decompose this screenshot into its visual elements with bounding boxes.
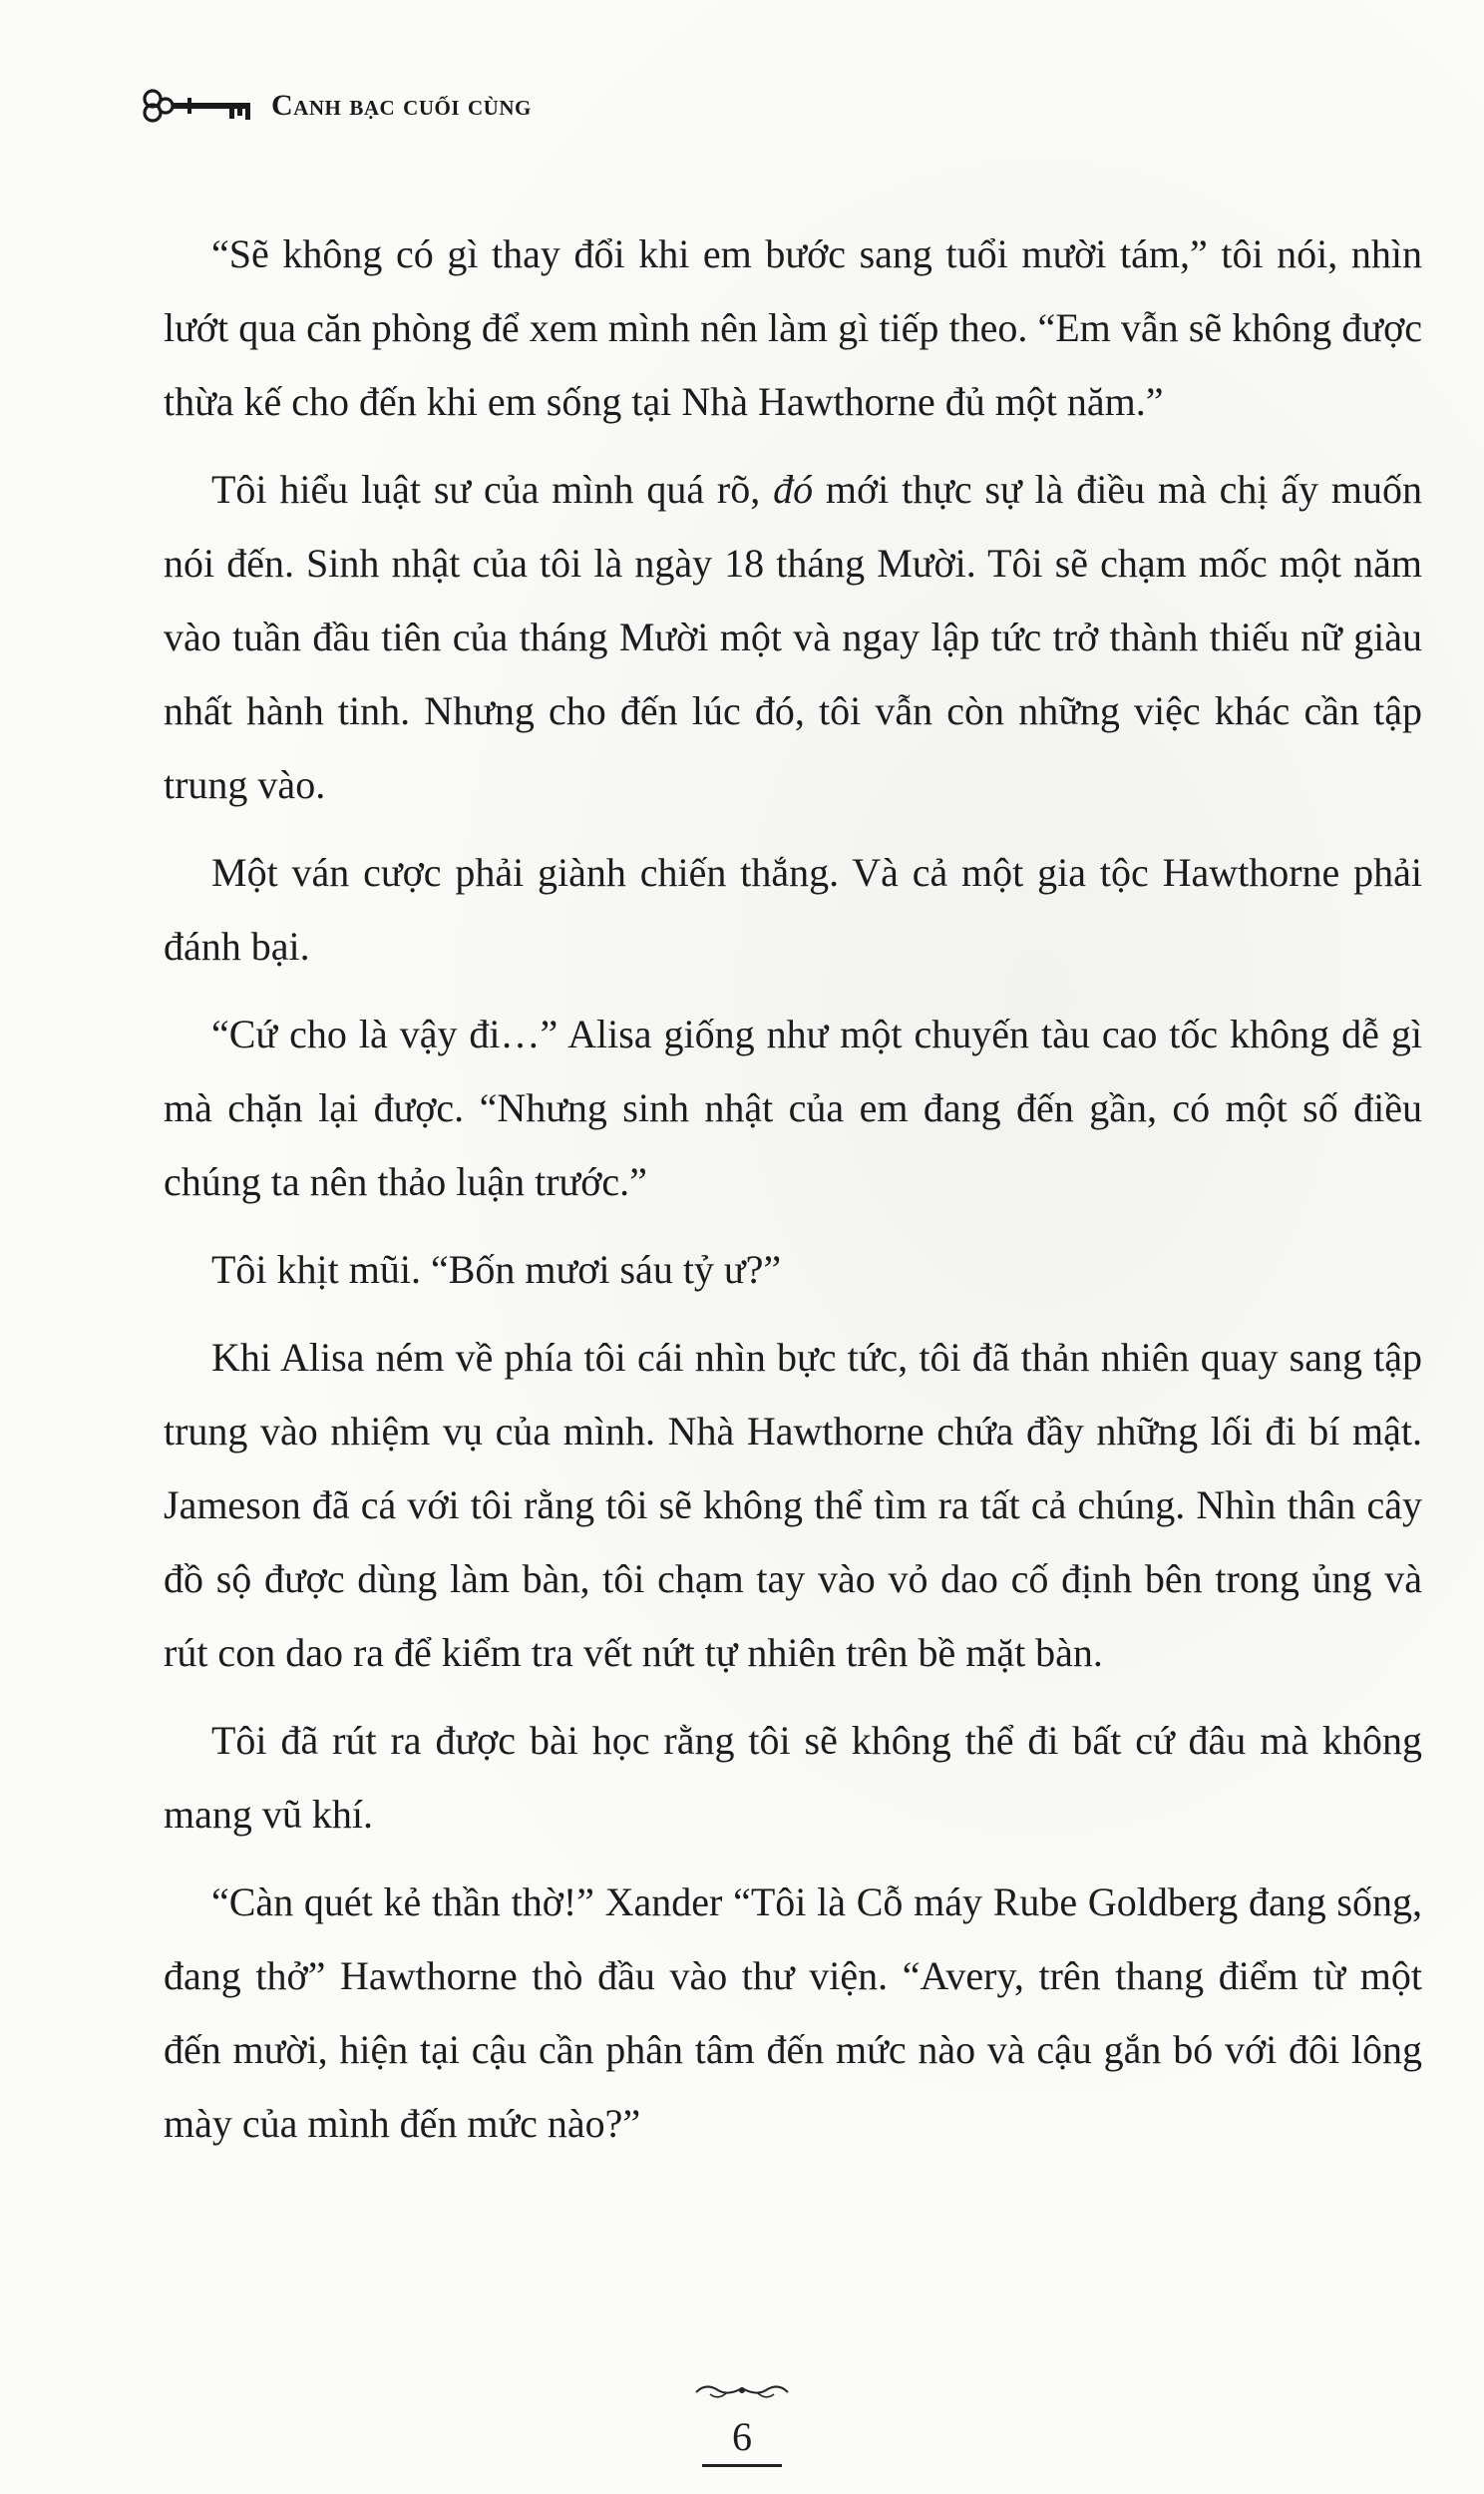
scroll-ornament-icon: [692, 2378, 792, 2402]
page-number: 6: [732, 2414, 752, 2459]
paragraph-2-emphasis: đó: [773, 467, 814, 512]
paragraph-2: [164, 453, 1422, 822]
paragraph-2-before: Tôi hiểu luật sư của mình quá rõ,: [211, 467, 774, 512]
paragraph-2-after: mới thực sự là điều mà chị ấy muốn nói đến. Sinh nhật của tôi là ngày 18 tháng Mười. Tôi sẽ chạm mốc một năm vào tuần đầu tiên của tháng Mười một và ngay lập tức trở thành thiếu nữ giàu nhất hành tinh. Nhưng cho đến lúc đó, tôi vẫn còn những việc khác cần tập trung vào.: [164, 467, 1422, 807]
page-number-rule: [702, 2464, 782, 2467]
running-header: [140, 84, 532, 128]
key-icon: [140, 86, 257, 126]
paragraph-1: “Sẽ không có gì thay đổi khi em bước sang tuổi mười tám,” tôi nói, nhìn lướt qua căn phòng để xem mình nên làm gì tiếp theo. “Em vẫn sẽ không được thừa kế cho đến khi em sống tại Nhà Hawthorne đủ một năm.”: [164, 231, 1422, 424]
paragraph-6: Khi Alisa ném về phía tôi cái nhìn bực tức, tôi đã thản nhiên quay sang tập trung vào nhiệm vụ của mình. Nhà Hawthorne chứa đầy những lối đi bí mật. Jameson đã cá với tôi rằng tôi sẽ không thể tìm ra tất cả chúng. Nhìn thân cây đồ sộ được dùng làm bàn, tôi chạm tay vào vỏ dao cố định bên trong ủng và rút con dao ra để kiểm tra vết nứt tự nhiên trên bề mặt bàn.: [164, 1335, 1422, 1675]
paragraph-8: “Càn quét kẻ thần thờ!” Xander “Tôi là Cỗ máy Rube Goldberg đang sống, đang thở” Hawthorne thò đầu vào thư viện. “Avery, trên thang điểm từ một đến mười, hiện tại cậu cần phân tâm đến mức nào và cậu gắn bó với đôi lông mày của mình đến mức nào?”: [164, 1879, 1422, 2146]
paragraph-3: Một ván cược phải giành chiến thắng. Và cả một gia tộc Hawthorne phải đánh bại.: [164, 850, 1422, 969]
running-title: Canh bạc cuối cùng: [271, 89, 532, 122]
paragraph-7: Tôi đã rút ra được bài học rằng tôi sẽ không thể đi bất cứ đâu mà không mang vũ khí.: [164, 1718, 1422, 1837]
paragraph-4: “Cứ cho là vậy đi…” Alisa giống như một chuyến tàu cao tốc không dễ gì mà chặn lại được. “Nhưng sinh nhật của em đang đến gần, có một số điều chúng ta nên thảo luận trước.”: [164, 1012, 1422, 1204]
body-text: [164, 217, 1422, 2175]
paragraph-5: Tôi khịt mũi. “Bốn mươi sáu tỷ ư?”: [211, 1247, 782, 1292]
